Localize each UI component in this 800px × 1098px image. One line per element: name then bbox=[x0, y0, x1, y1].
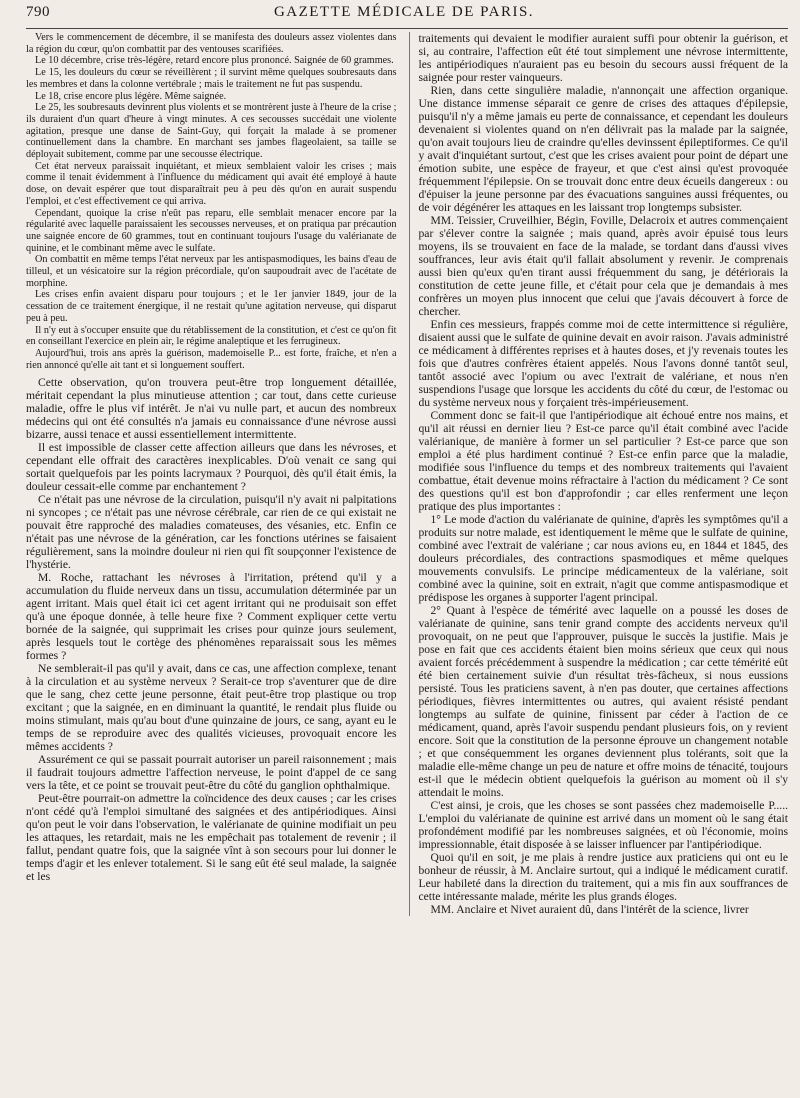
paragraph: Comment donc se fait-il que l'antipériodique ait échoué entre nos mains, et qu'il ait réussi en dernier lieu ? Est-ce parce qu'il était combiné avec l'acide valérianique, de manière à former un sel particulier ? Est-ce parce que son emploi a été plus hardiment continué ? Est-ce enfin parce que la maladie, modifiée sous l'influence du temps et des nombreux traitements qui l'avaient combattue, était devenue moins réfractaire à l'action du médicament ? Ce sont des questions qu'il est bon d'approfondir ; car elles renferment une leçon pratique des plus importantes : bbox=[418, 409, 788, 513]
paragraph: Vers le commencement de décembre, il se manifesta des douleurs assez violentes dans la région du cœur, qu'on combattit par des ventouses scarifiées. bbox=[26, 32, 397, 55]
paragraph: Ne semblerait-il pas qu'il y avait, dans ce cas, une affection complexe, tenant à la circulation et au système nerveux ? Serait-ce trop s'aventurer que de dire que le sang, chez cette jeune personne, était peut-être trop plastique ou trop excitant ; que la saignée, en en diminuant la quantité, le rendait plus fluide ou moins stimulant, mais qu'au bout d'une quinzaine de jours, ce sang, ayant eu le temps de se reproduire avec des qualités vicieuses, provoquait encore les mêmes accidents ? bbox=[26, 662, 397, 754]
paragraph: Rien, dans cette singulière maladie, n'annonçait une affection organique. Une distance immense séparait ce genre de crises des attaques d'épilepsie, puisqu'il n'y a même jamais eu perte de connaissance, et cependant les douleurs devenaient si violentes quand on n'en délivrait pas la malade par la saignée, qu'on avait toujours lieu de craindre qu'elles devinssent épileptiformes. Ce qu'il y avait d'inquiétant surtout, c'est que les crises avaient pour point de départ une émotion subite, une espèce de frayeur, et que c'est ainsi qu'est provoquée fréquemment l'épilepsie. On se trouvait donc entre deux écueils dangereux : ou d'épuiser la jeune personne par des évacuations sanguines aussi fréquentes, ou de voir dégénérer les attaques en les laissant trop longtemps subsister. bbox=[418, 84, 788, 214]
paragraph: Le 18, crise encore plus légère. Même saignée. bbox=[35, 90, 227, 102]
two-column-body bbox=[26, 32, 788, 916]
page-header bbox=[26, 4, 788, 29]
paragraph: Cette observation, qu'on trouvera peut-être trop longuement détaillée, méritait cependant la plus minutieuse attention ; car tout, dans cette curieuse maladie, offre le plus vif intérêt. Je n'ai vu nulle part, et aucun des nombreux médecins qui ont été consultés n'a jamais eu connaissance d'une névrose aussi bizarre, aussi tenace et aussi essentiellement intermittente. bbox=[26, 376, 397, 442]
right-column bbox=[409, 32, 789, 916]
paragraph: 1° Le mode d'action du valérianate de quinine, d'après les symptômes qu'il a produits sur notre malade, est identiquement le même que le sulfate de quinine, combiné avec l'extrait de valériane ; car nous avions eu, en 1844 et 1845, des douleurs précordiales, des contractions spasmodiques et même quelques mouvements convulsifs. Le principe médicamenteux de la valériane, soit combiné avec la quinine, soit en extrait, n'agit que comme antispasmodique et prédispose les organes à supporter l'agent principal. bbox=[418, 513, 788, 604]
paragraph: Aujourd'hui, trois ans après la guérison, mademoiselle P... est forte, fraîche, et n'en a rien annoncé qu'elle ait tant et si longuement souffert. bbox=[26, 347, 397, 371]
paragraph: Quoi qu'il en soit, je me plais à rendre justice aux praticiens qui ont eu le bonheur de réussir, à M. Anclaire surtout, qui a indiqué le médicament curatif. Leur habileté dans la direction du traitement, qui a mis fin aux souffrances de cette intéressante malade, mérite les plus grands éloges. bbox=[418, 851, 788, 903]
page-number: 790 bbox=[26, 4, 50, 20]
paragraph: Peut-être pourrait-on admettre la coïncidence des deux causes ; car les crises n'ont cédé qu'à l'emploi simultané des saignées et des antipériodiques. Ainsi qu'on peut le voir dans l'observation, le valérianate de quinine modifiait un peu les attaques, les retardait, mais ne les empêchait pas totalement de revenir ; il fallut, pendant quatre fois, que la saignée vînt à son secours pour lui donner le temps d'agir et les enlever totalement. Si le sang eût été seul malade, la saignée et les bbox=[26, 792, 397, 884]
paragraph: traitements qui devaient le modifier auraient suffi pour obtenir la guérison, et si, au contraire, l'affection eût été tout simplement une névrose intermittente, les antipériodiques n'auraient pas eu besoin du secours aussi fréquent de la saignée pour rester vainqueurs. bbox=[418, 32, 788, 84]
paragraph: C'est ainsi, je crois, que les choses se sont passées chez mademoiselle P..... L'emploi du valérianate de quinine est arrivé dans un moment où le sang était profondément modifié par les nombreuses saignées, et où l'économie, moins impressionnable, était disposée à se laisser influencer par l'antipériodique. bbox=[418, 799, 788, 851]
paragraph: Ce n'était pas une névrose de la circulation, puisqu'il n'y avait ni palpitations ni syncopes ; ce n'était pas une névrose cérébrale, car rien de ce qui existait ne pouvait être rapproché des maladies comateuses, des vésanies, etc. Enfin ce n'était pas une névrose de la génération, car les fonctions utérines se faisaient régulièrement, sans la moindre douleur ni rien qui fît soupçonner l'existence de l'hystérie. bbox=[26, 493, 397, 572]
paragraph: Enfin ces messieurs, frappés comme moi de cette intermittence si régulière, disaient aussi que le sulfate de quinine devait en avoir raison. J'avais administré ce médicament à différentes reprises et à hautes doses, et j'y revenais toutes les fois que d'autres confrères étaient appelés. Nous l'avons donné tantôt seul, tantôt associé avec l'opium ou avec l'extrait de valériane, et nous n'en suspendions l'usage que lorsque les accidents du côté du cœur, de l'estomac ou du système nerveux nous y forçaient très-impérieusement. bbox=[418, 318, 788, 409]
paragraph: MM. Anclaire et Nivet auraient dû, dans l'intérêt de la science, livrer bbox=[430, 903, 749, 916]
paragraph: Il est impossible de classer cette affection ailleurs que dans les névroses, et cependant elle offrait des caractères inexplicables. D'où venait ce sang qui sortait quelquefois par les points lacrymaux ? Pourquoi, dès qu'il était émis, la douleur cessait-elle comme par enchantement ? bbox=[26, 441, 397, 494]
paragraph: On combattit en même temps l'état nerveux par les antispasmodiques, les bains d'eau de tilleul, et un vésicatoire sur la région précordiale, qu'on saupoudrait avec de l'acétate de morphine. bbox=[26, 254, 397, 289]
journal-title: GAZETTE MÉDICALE DE PARIS. bbox=[273, 4, 535, 20]
left-column bbox=[26, 32, 397, 916]
paragraph: Cependant, quoique la crise n'eût pas reparu, elle semblait menacer encore par la régularité avec laquelle paraissaient les secousses nerveuses, et on pratiqua par précaution une saignée encore de 60 grammes, tout en continuant toujours l'usage du valérianate de quinine, et le combinant même avec le sulfate. bbox=[26, 207, 397, 254]
paragraph: MM. Teissier, Cruveilhier, Bégin, Foville, Delacroix et autres commençaient par s'élever contre la saignée ; mais quand, après avoir épuisé tous leurs moyens, ils se trouvaient en face de la malade, se tordant dans d'aussi vives souffrances, leur avis était qu'il fallait absolument y revenir. Je comprenais aussi bien qu'eux qu'en tirant aussi fréquemment du sang, je détériorais la constitution de cette jeune fille, et c'était pour cela que je demandais à mes confrères un moyen plus innocent que celui que j'avais découvert à force de chercher. bbox=[418, 214, 788, 318]
paragraph: Il n'y eut à s'occuper ensuite que du rétablissement de la constitution, et c'est ce qu'on fit en conseillant l'exercice en plein air, le régime analeptique et les ferrugineux. bbox=[26, 324, 397, 348]
paragraph: Cet état nerveux paraissait inquiétant, et mieux semblaient valoir les crises ; mais comme il tenait évidemment à l'influence du médicament qui avait été employé à haute dose, on devait espérer que tout disparaîtrait peu à peu dès qu'on en aurait suspendu l'emploi, et c'est effectivement ce qui arriva. bbox=[26, 160, 397, 207]
paragraph: 2° Quant à l'espèce de témérité avec laquelle on a poussé les doses de valérianate de quinine, sans tenir grand compte des accidents nerveux qu'il provoquait, on ne peut que l'approuver, puisque le succès la justifie. Mais je pose en fait que ces accidents étaient bien moins sérieux que ceux qui nous avaient forcés précédemment à suspendre la médication ; car cette témérité eût été bien certainement suivie d'un résultat très-fâcheux, si nous eussions persisté. Tous les praticiens savent, à n'en pas douter, que certaines affections périodiques, fièvres intermittentes ou autres, qui avaient résisté pendant longtemps au sulfate de quinine, finissent par céder à l'action de ce médicament, quand, après l'avoir suspendu pendant plusieurs fois, on y revient encore. Soit que la constitution de la personne éprouve un changement notable ; et que conséquemment les organes deviennent plus tolérants, soit que la maladie elle-même change un peu de nature et offre moins de ténacité, toujours est-il que le médecin obtient quelquefois la guérison au moment où il s'y attendait le moins. bbox=[418, 604, 788, 799]
paragraph: Le 25, les soubresauts devinrent plus violents et se montrèrent juste à l'heure de la crise ; ils duraient d'un quart d'heure à vingt minutes. A ces secousses succédait une violente agitation, presque une danse de Saint-Guy, qui forçait la malade à se promener continuellement dans la chambre. En marchant ses jambes flageolaient, sa taille se déployait subitement, comme par une secousse électrique. bbox=[26, 102, 397, 161]
paragraph: Le 10 décembre, crise très-légère, retard encore plus prononcé. Saignée de 60 grammes. bbox=[35, 55, 394, 67]
paragraph: Assurément ce qui se passait pourrait autoriser un pareil raisonnement ; mais il faudrait toujours admettre l'affection nerveuse, le point d'appel de ce sang vers la tête, et ce point se trouvait peut-être du côté du ganglion ophthalmique. bbox=[26, 753, 397, 793]
discussion-section bbox=[26, 376, 397, 883]
case-report-section bbox=[26, 32, 397, 371]
paragraph: Les crises enfin avaient disparu pour toujours ; et le 1er janvier 1849, jour de la cessation de ce traitement énergique, il ne restait qu'une agitation nerveuse, qui disparut peu à peu. bbox=[26, 289, 397, 324]
paragraph: M. Roche, rattachant les névroses à l'irritation, prétend qu'il y a accumulation du fluide nerveux dans un tissu, accumulation déterminée par un agent irritant. Mais quel était ici cet agent irritant qui ne produisait son effet qu'à une époque donnée, à telle heure fixe ? Comment expliquer cette vertu bornée de la saignée, qui supprimait les crises pour quinze jours seulement, après lesquels tout le cortège des phénomènes reparaissait sous les mêmes formes ? bbox=[26, 571, 397, 663]
paragraph: Le 15, les douleurs du cœur se réveillèrent ; il survint même quelques soubresauts dans les membres et dans la colonne vertébrale ; mais le traitement ne fut pas suspendu. bbox=[26, 67, 397, 90]
